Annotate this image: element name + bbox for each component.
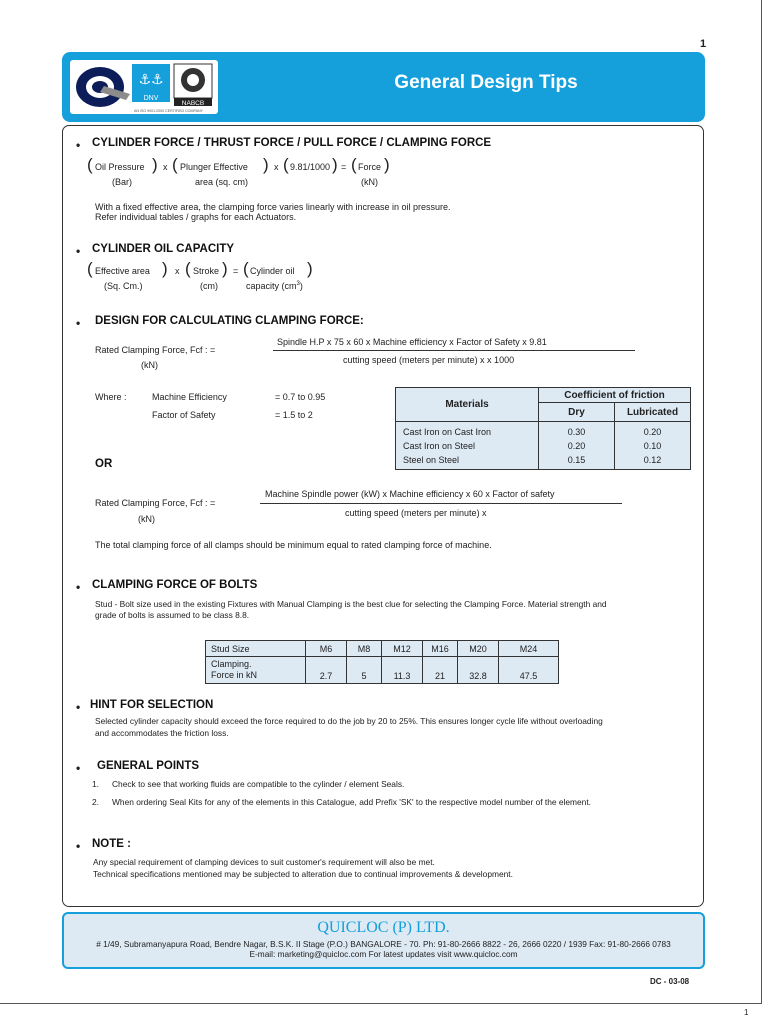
friction-table — [395, 387, 691, 470]
paren: ) — [384, 155, 390, 174]
cube-superscript: 3 — [296, 281, 300, 287]
company-logo — [70, 60, 218, 114]
bar-unit: (Bar) — [112, 177, 132, 187]
page-number-bottom: 1 — [744, 1008, 749, 1017]
section-note-title: NOTE : — [92, 838, 131, 850]
dry-cell: 0.30 — [539, 422, 615, 440]
bullet: • — [76, 839, 81, 853]
section-design-title: DESIGN FOR CALCULATING CLAMPING FORCE: — [95, 315, 364, 327]
point-1-text: Check to see that working fluids are compatible to the cylinder / element Seals. — [112, 779, 405, 789]
capacity-unit — [246, 281, 303, 291]
clamping-force-label — [206, 657, 306, 684]
header-dry: Dry — [539, 403, 615, 422]
machine-efficiency-value: = 0.7 to 0.95 — [275, 392, 326, 402]
material-cell: Cast Iron on Steel — [403, 441, 476, 451]
company-email: E-mail: marketing@quicloc.com For latest updates visit www.quicloc.com — [249, 949, 518, 959]
page-title: General Design Tips — [394, 72, 578, 93]
force-cell: 5 — [347, 657, 382, 684]
header-banner — [62, 52, 705, 122]
note-line2: Technical specifications mentioned may be subjected to alteration due to continual improvements & development. — [93, 869, 513, 879]
footer-box — [62, 912, 705, 969]
logo-group — [70, 60, 218, 114]
cylinder-oil-label: Cylinder oil — [250, 266, 295, 276]
company-address: # 1/49, Subramanyapura Road, Bendre Nagar, B.S.K. II Stage (P.O.) BANGALORE - 70. Ph: 91-80-2666 8822 - 26, 2666 0220 / 1939 Fax: 91-80-2666 0783 — [96, 939, 671, 949]
bullet: • — [76, 316, 81, 330]
document-code: DC - 03-08 — [650, 977, 690, 986]
hint-line1: Selected cylinder capacity should exceed the force required to do the job by 20 to 25%. This ensures longer cycle life without overloading — [95, 716, 603, 726]
section-bolts-title: CLAMPING FORCE OF BOLTS — [92, 579, 258, 591]
paren: ( — [87, 259, 93, 278]
section-cylinder-force-title: CYLINDER FORCE / THRUST FORCE / PULL FORCE / CLAMPING FORCE — [92, 137, 492, 149]
paren: ( — [87, 155, 93, 174]
hint-line2: and accommodates the friction loss. — [95, 728, 229, 738]
bullet: • — [76, 138, 81, 152]
multiply-sign: x — [163, 162, 168, 172]
section-oil-capacity-title: CYLINDER OIL CAPACITY — [92, 243, 235, 255]
bolts-para-line1: Stud - Bolt size used in the existing Fixtures with Manual Clamping is the best clue for selecting the Clamping Force. Material strength and — [95, 599, 607, 609]
equals-sign: = — [233, 266, 239, 276]
paren: ( — [243, 259, 249, 278]
area-unit: area (sq. cm) — [195, 177, 249, 187]
plunger-label: Plunger Effective — [180, 162, 248, 172]
force-cell: 11.3 — [382, 657, 423, 684]
paren: ) — [307, 259, 313, 278]
effective-area-label: Effective area — [95, 266, 150, 276]
paren: ) — [263, 155, 269, 174]
paren: ) — [152, 155, 158, 174]
table-row — [396, 439, 691, 453]
force-cell: 32.8 — [458, 657, 499, 684]
force-cell: 21 — [423, 657, 458, 684]
force-cell: 47.5 — [499, 657, 559, 684]
size-cell: M16 — [423, 641, 458, 657]
bolt-force-table — [205, 640, 559, 684]
paren: ) — [162, 259, 168, 278]
svg-text:AN ISO 9001:2000 CERTIFIED COM: AN ISO 9001:2000 CERTIFIED COMPANY — [134, 109, 203, 113]
note-line1: Any special requirement of clamping devices to suit customer's requirement will also be met. — [93, 857, 435, 867]
paren: ( — [351, 155, 357, 174]
factor-of-safety-value: = 1.5 to 2 — [275, 410, 313, 420]
material-cell: Steel on Steel — [403, 455, 460, 465]
bullet: • — [76, 700, 81, 714]
header-materials: Materials — [396, 388, 539, 422]
bullet: • — [76, 580, 81, 594]
paren: ( — [185, 259, 191, 278]
lubricated-cell: 0.10 — [615, 439, 691, 453]
company-name: QUICLOC (P) LTD. — [317, 919, 450, 936]
point-2-number: 2. — [92, 797, 99, 807]
fraction-line — [260, 503, 622, 504]
dry-cell: 0.20 — [539, 439, 615, 453]
force-note-line2: Refer individual tables / graphs for each Actuators. — [95, 212, 297, 222]
paren: ( — [172, 155, 178, 174]
header-coefficient: Coefficient of friction — [539, 388, 691, 403]
force-note-line1: With a fixed effective area, the clamping force varies linearly with increase in oil pressure. — [95, 202, 451, 212]
stud-size-label: Stud Size — [206, 641, 306, 657]
section-general-points-title: GENERAL POINTS — [97, 760, 200, 772]
table-row — [396, 422, 691, 440]
rated-force-label-2: Rated Clamping Force, Fcf : = — [95, 498, 216, 508]
factor-value: 9.81/1000 — [290, 162, 331, 172]
multiply-sign: x — [274, 162, 279, 172]
table-row — [396, 388, 691, 403]
table-row — [206, 641, 559, 657]
capacity-close: ) — [299, 281, 303, 291]
total-clamping-note: The total clamping force of all clamps should be minimum equal to rated clamping force of machine. — [95, 540, 492, 550]
kn-unit: (kN) — [361, 177, 378, 187]
paren: ( — [283, 155, 289, 174]
size-cell: M24 — [499, 641, 559, 657]
page-number-top: 1 — [700, 38, 707, 50]
paren: ) — [222, 259, 228, 278]
machine-efficiency-label: Machine Efficiency — [152, 392, 227, 402]
svg-text:⚓⚓: ⚓⚓ — [138, 72, 164, 88]
dry-cell: 0.15 — [539, 453, 615, 470]
kn-unit: (kN) — [138, 514, 155, 524]
sqcm-unit: (Sq. Cm.) — [104, 281, 143, 291]
header-lubricated: Lubricated — [615, 403, 691, 422]
kn-unit: (kN) — [141, 360, 158, 370]
clamping-label-2: Force in kN — [211, 670, 258, 680]
clamping-label-1: Clamping. — [211, 659, 252, 669]
size-cell: M12 — [382, 641, 423, 657]
force-cell: 2.7 — [306, 657, 347, 684]
size-cell: M20 — [458, 641, 499, 657]
point-2-text: When ordering Seal Kits for any of the elements in this Catalogue, add Prefix 'SK' to the respective model number of the element. — [112, 797, 591, 807]
formula1-numerator: Spindle H.P x 75 x 60 x Machine efficiency x Factor of Safety x 9.81 — [277, 337, 547, 347]
svg-text:DNV: DNV — [143, 95, 159, 102]
table-row — [206, 657, 559, 684]
capacity-label: capacity (cm — [246, 281, 297, 291]
or-label: OR — [95, 458, 113, 470]
material-cell: Cast Iron on Cast Iron — [403, 427, 492, 437]
lubricated-cell: 0.12 — [615, 453, 691, 470]
size-cell: M6 — [306, 641, 347, 657]
multiply-sign: x — [175, 266, 180, 276]
section-hint-title: HINT FOR SELECTION — [90, 699, 214, 711]
equals-sign: = — [341, 162, 347, 172]
formula2-numerator: Machine Spindle power (kW) x Machine efficiency x 60 x Factor of safety — [265, 489, 555, 499]
bolts-para-line2: grade of bolts is assumed to be class 8.8. — [95, 610, 250, 620]
cm-unit: (cm) — [200, 281, 218, 291]
oil-pressure-label: Oil Pressure — [95, 162, 145, 172]
point-1-number: 1. — [92, 779, 99, 789]
size-cell: M8 — [347, 641, 382, 657]
bullet: • — [76, 761, 81, 775]
force-label: Force — [358, 162, 382, 172]
table-row — [396, 453, 691, 470]
lubricated-cell: 0.20 — [615, 422, 691, 440]
fraction-line — [273, 350, 635, 351]
stroke-label: Stroke — [193, 266, 220, 276]
rated-force-label: Rated Clamping Force, Fcf : = — [95, 345, 216, 355]
formula1-denominator: cutting speed (meters per minute) x x 1000 — [343, 355, 515, 365]
factor-of-safety-label: Factor of Safety — [152, 410, 216, 420]
formula2-denominator: cutting speed (meters per minute) x — [345, 508, 487, 518]
svg-text:NABCB: NABCB — [181, 100, 205, 107]
where-label: Where : — [95, 392, 127, 402]
bullet: • — [76, 244, 81, 258]
paren: ) — [332, 155, 338, 174]
